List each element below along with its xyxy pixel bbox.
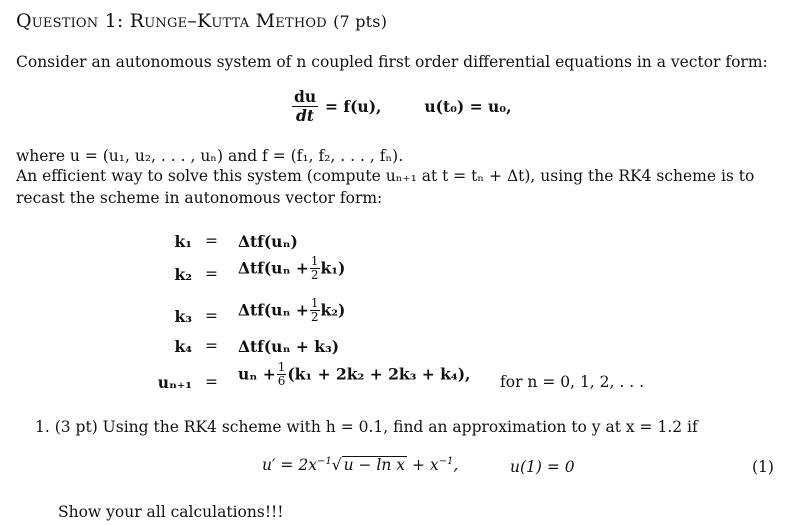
k2-pre: Δtf(uₙ +: [238, 258, 309, 278]
un1-post: (k₁ + 2k₂ + 2k₃ + k₄),: [287, 364, 471, 384]
where-line: where u = (u₁, u₂, . . . , uₙ) and f = (f₁, f₂, . . . , fₙ).: [16, 147, 404, 165]
sqrt-icon: √: [331, 456, 342, 475]
k1-eq: =: [205, 232, 218, 250]
ode-sqrt: u − ln x: [343, 456, 406, 475]
ode-exp1: −1: [316, 456, 332, 467]
ode-exp2: −1: [438, 456, 454, 467]
equation-number: (1): [752, 458, 774, 476]
question-label: Question 1:: [16, 10, 124, 32]
main-equation-rhs: = f(u),: [325, 96, 382, 116]
k3-lhs: k₃: [174, 307, 192, 326]
sixth-fraction: [277, 361, 287, 387]
intro-text: Consider an autonomous system of n coupled first order differential equations in a vector form:: [16, 53, 768, 71]
sixth-num: 1: [277, 360, 286, 374]
efficient-line-2: recast the scheme in autonomous vector form:: [16, 189, 383, 207]
un1-lhs: uₙ₊₁: [157, 373, 192, 392]
k2-half-fraction: [310, 255, 320, 281]
k1-rhs: Δtf(uₙ): [238, 232, 298, 251]
k3-post: k₂): [320, 300, 346, 320]
dt-denominator: dt: [296, 105, 315, 125]
sixth-den: 6: [277, 373, 286, 388]
half-den: 2: [310, 267, 319, 282]
half-den: 2: [310, 309, 319, 324]
efficient-line-1: An efficient way to solve this system (compute uₙ₊₁ at t = tₙ + Δt), using the RK4 scheme is to: [16, 167, 755, 185]
un1-eq: =: [205, 373, 218, 391]
k3-eq: =: [205, 307, 218, 325]
k2-post: k₁): [320, 258, 346, 278]
ode-initial-condition: u(1) = 0: [510, 458, 575, 476]
question-title: Runge–Kutta Method: [129, 10, 327, 32]
k4-eq: =: [205, 337, 218, 355]
k4-rhs: Δtf(uₙ + k₃): [238, 337, 340, 356]
half-num: 1: [310, 296, 319, 310]
k2-rhs: [238, 255, 345, 281]
ode-end: ,: [453, 456, 459, 475]
closing-instruction: Show your all calculations!!!: [58, 503, 284, 521]
k3-half-fraction: [310, 297, 320, 323]
k3-pre: Δtf(uₙ +: [238, 300, 309, 320]
ode-left: u′ = 2x: [262, 456, 317, 475]
initial-condition: u(t₀) = u₀,: [424, 96, 512, 116]
un1-rhs: [238, 361, 470, 387]
k1-lhs: k₁: [174, 232, 192, 251]
k2-eq: =: [205, 265, 218, 283]
du-numerator: du: [294, 87, 317, 106]
k4-lhs: k₄: [174, 337, 192, 356]
un1-pre: uₙ +: [238, 364, 276, 384]
half-num: 1: [310, 254, 319, 268]
k2-lhs: k₂: [174, 265, 192, 284]
ode-mid: + x: [411, 456, 439, 475]
question-points: (7 pts): [333, 12, 388, 31]
for-n-range: for n = 0, 1, 2, . . .: [500, 373, 645, 391]
k3-rhs: [238, 297, 345, 323]
ode-equation: [262, 456, 458, 474]
task-text: 1. (3 pt) Using the RK4 scheme with h = 0.1, find an approximation to y at x = 1.2 if: [35, 418, 698, 436]
